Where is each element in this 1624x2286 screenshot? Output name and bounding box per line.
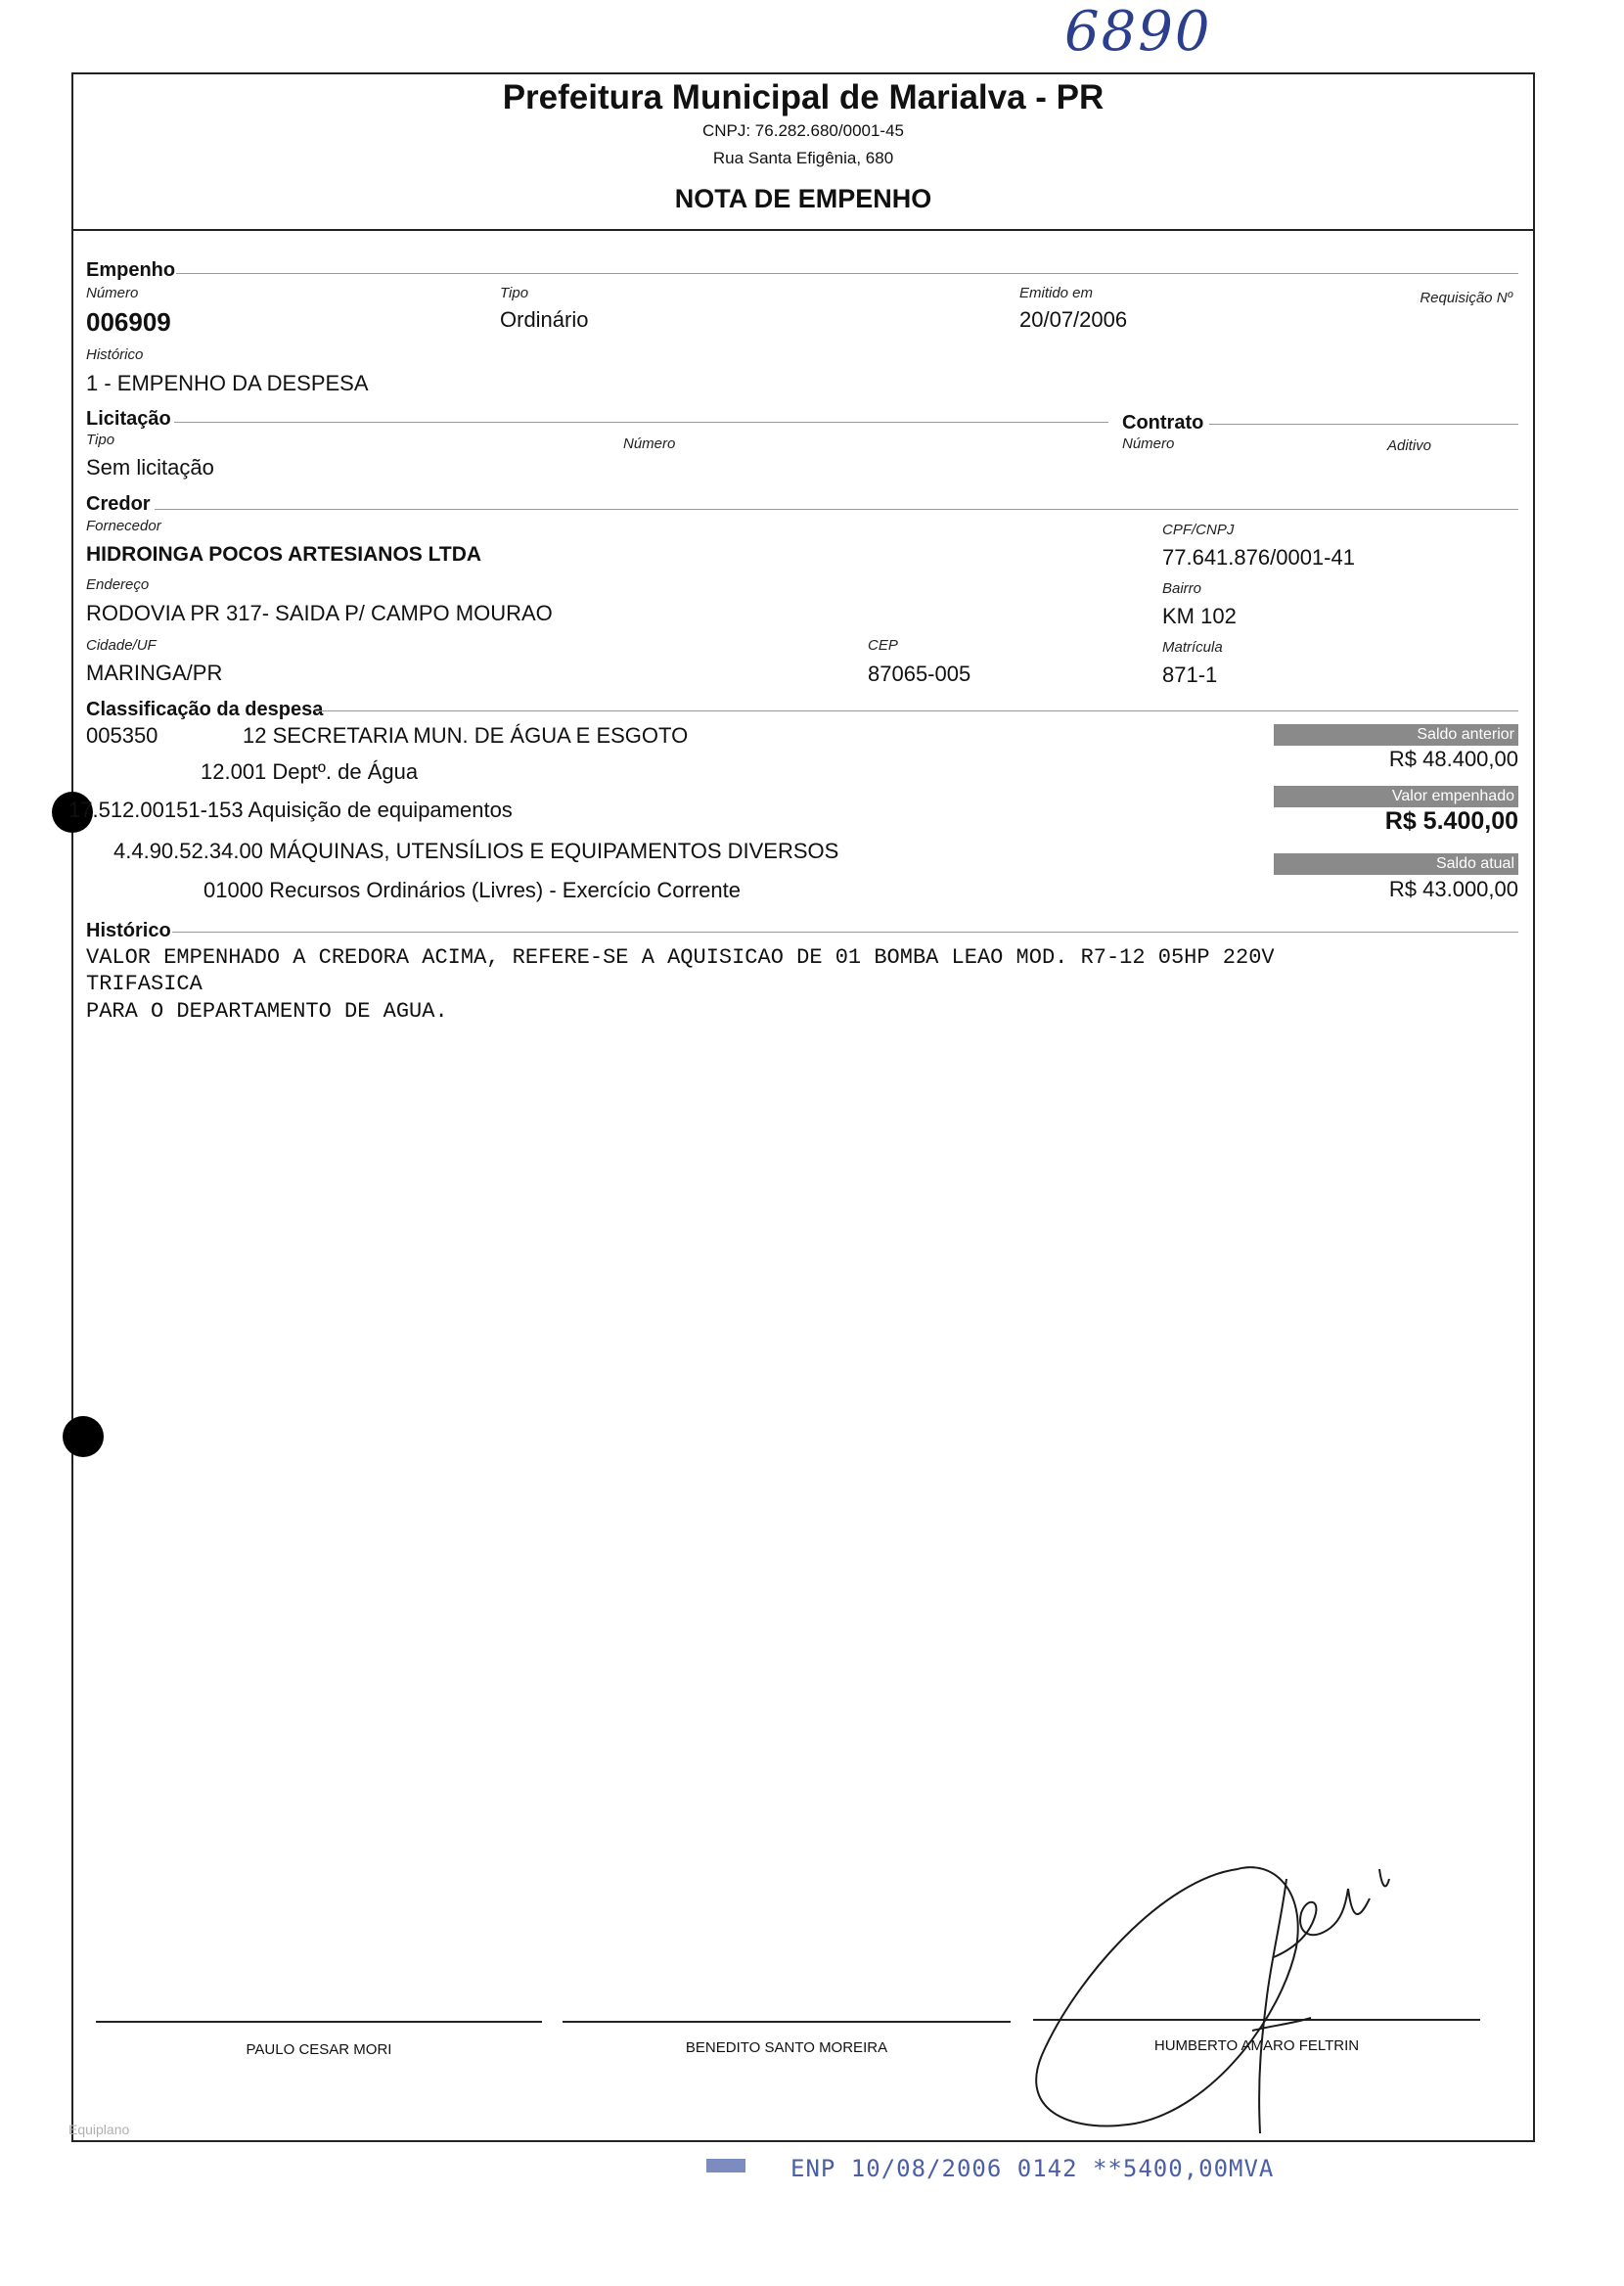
historico-text-line: TRIFASICA — [86, 972, 203, 996]
fornecedor-value: HIDROINGA POCOS ARTESIANOS LTDA — [86, 543, 482, 566]
cpf-value: 77.641.876/0001-41 — [1162, 545, 1355, 570]
cidade-value: MARINGA/PR — [86, 661, 223, 685]
section-historico: Histórico — [86, 920, 171, 941]
valor-empenhado-value: R$ 5.400,00 — [1384, 807, 1518, 835]
saldo-anterior-value: R$ 48.400,00 — [1388, 747, 1518, 771]
section-credor: Credor — [86, 493, 151, 515]
matricula-value: 871-1 — [1162, 663, 1218, 687]
saldo-atual-label: Saldo atual — [1274, 853, 1518, 875]
endereco-value: RODOVIA PR 317- SAIDA P/ CAMPO MOURAO — [86, 601, 553, 625]
historico-text-line: PARA O DEPARTAMENTO DE AGUA. — [86, 999, 448, 1024]
empenho-number: 006909 — [86, 307, 171, 337]
saldo-atual-value: R$ 43.000,00 — [1388, 877, 1518, 901]
section-contrato: Contrato — [1122, 412, 1204, 434]
section-classificacao: Classificação da despesa — [86, 699, 324, 720]
page-title: Prefeitura Municipal de Marialva - PR — [502, 78, 1105, 116]
tipo-value: Ordinário — [500, 307, 589, 332]
classificacao-line: 12.001 Deptº. de Água — [201, 759, 419, 784]
signatory-name: BENEDITO SANTO MOREIRA — [685, 2039, 888, 2056]
signature-line — [96, 2021, 542, 2023]
header-divider — [71, 229, 1535, 231]
cep-label: CEP — [868, 637, 898, 654]
section-empenho: Empenho — [86, 259, 176, 281]
cpf-label: CPF/CNPJ — [1162, 522, 1235, 538]
fornecedor-label: Fornecedor — [86, 518, 161, 534]
section-rule — [176, 273, 1518, 274]
emitido-value: 20/07/2006 — [1019, 307, 1128, 332]
endereco-label: Endereço — [86, 576, 150, 593]
emitido-label: Emitido em — [1019, 285, 1094, 301]
section-rule — [174, 422, 1108, 423]
licitacao-tipo-label: Tipo — [86, 432, 115, 448]
signature-line — [563, 2021, 1011, 2023]
document-type-title: NOTA DE EMPENHO — [674, 184, 932, 213]
licitacao-tipo-value: Sem licitação — [86, 455, 214, 480]
section-rule — [315, 710, 1518, 711]
receipt-stamp: ENP 10/08/2006 0142 **5400,00MVA — [790, 2155, 1275, 2182]
section-licitacao: Licitação — [86, 408, 171, 430]
classificacao-line: 4.4.90.52.34.00 MÁQUINAS, UTENSÍLIOS E EQUIPAMENTOS DIVERSOS — [113, 839, 839, 863]
historico-text-line: VALOR EMPENHADO A CREDORA ACIMA, REFERE-SE A AQUISICAO DE 01 BOMBA LEAO MOD. R7-12 05HP 220V — [86, 945, 1275, 970]
numero-label: Número — [86, 285, 139, 301]
handwritten-annotation: 6890 — [1064, 0, 1212, 64]
signatory-name: PAULO CESAR MORI — [246, 2041, 392, 2058]
software-brand: Equiplano — [68, 2122, 130, 2137]
handwritten-signature — [1017, 1840, 1409, 2182]
requisicao-label: Requisição Nº — [1420, 290, 1512, 306]
stamp-logo — [706, 2159, 745, 2172]
classificacao-line: 17.512.00151-153 Aquisição de equipamentos — [68, 798, 513, 822]
signatory-name: HUMBERTO AMARO FELTRIN — [1153, 2037, 1360, 2054]
classificacao-code: 005350 — [86, 723, 158, 748]
historico-value: 1 - EMPENHO DA DESPESA — [86, 371, 369, 395]
licitacao-numero-label: Número — [623, 435, 676, 452]
cnpj-text: CNPJ: 76.282.680/0001-45 — [701, 121, 905, 140]
historico-label: Histórico — [86, 346, 144, 363]
saldo-anterior-label: Saldo anterior — [1274, 724, 1518, 746]
address-text: Rua Santa Efigênia, 680 — [712, 149, 894, 167]
bairro-value: KM 102 — [1162, 604, 1237, 628]
cep-value: 87065-005 — [868, 662, 971, 686]
section-rule — [1209, 424, 1518, 425]
bairro-label: Bairro — [1162, 580, 1202, 597]
tipo-label: Tipo — [500, 285, 529, 301]
contrato-numero-label: Número — [1122, 435, 1175, 452]
punch-hole-mark — [63, 1416, 104, 1457]
contrato-aditivo-label: Aditivo — [1387, 437, 1432, 454]
section-rule — [172, 932, 1518, 933]
classificacao-line: 01000 Recursos Ordinários (Livres) - Exercício Corrente — [203, 878, 741, 902]
cidade-label: Cidade/UF — [86, 637, 157, 654]
matricula-label: Matrícula — [1162, 639, 1223, 656]
classificacao-line: 12 SECRETARIA MUN. DE ÁGUA E ESGOTO — [243, 723, 689, 748]
section-rule — [155, 509, 1518, 510]
valor-empenhado-label: Valor empenhado — [1274, 786, 1518, 807]
